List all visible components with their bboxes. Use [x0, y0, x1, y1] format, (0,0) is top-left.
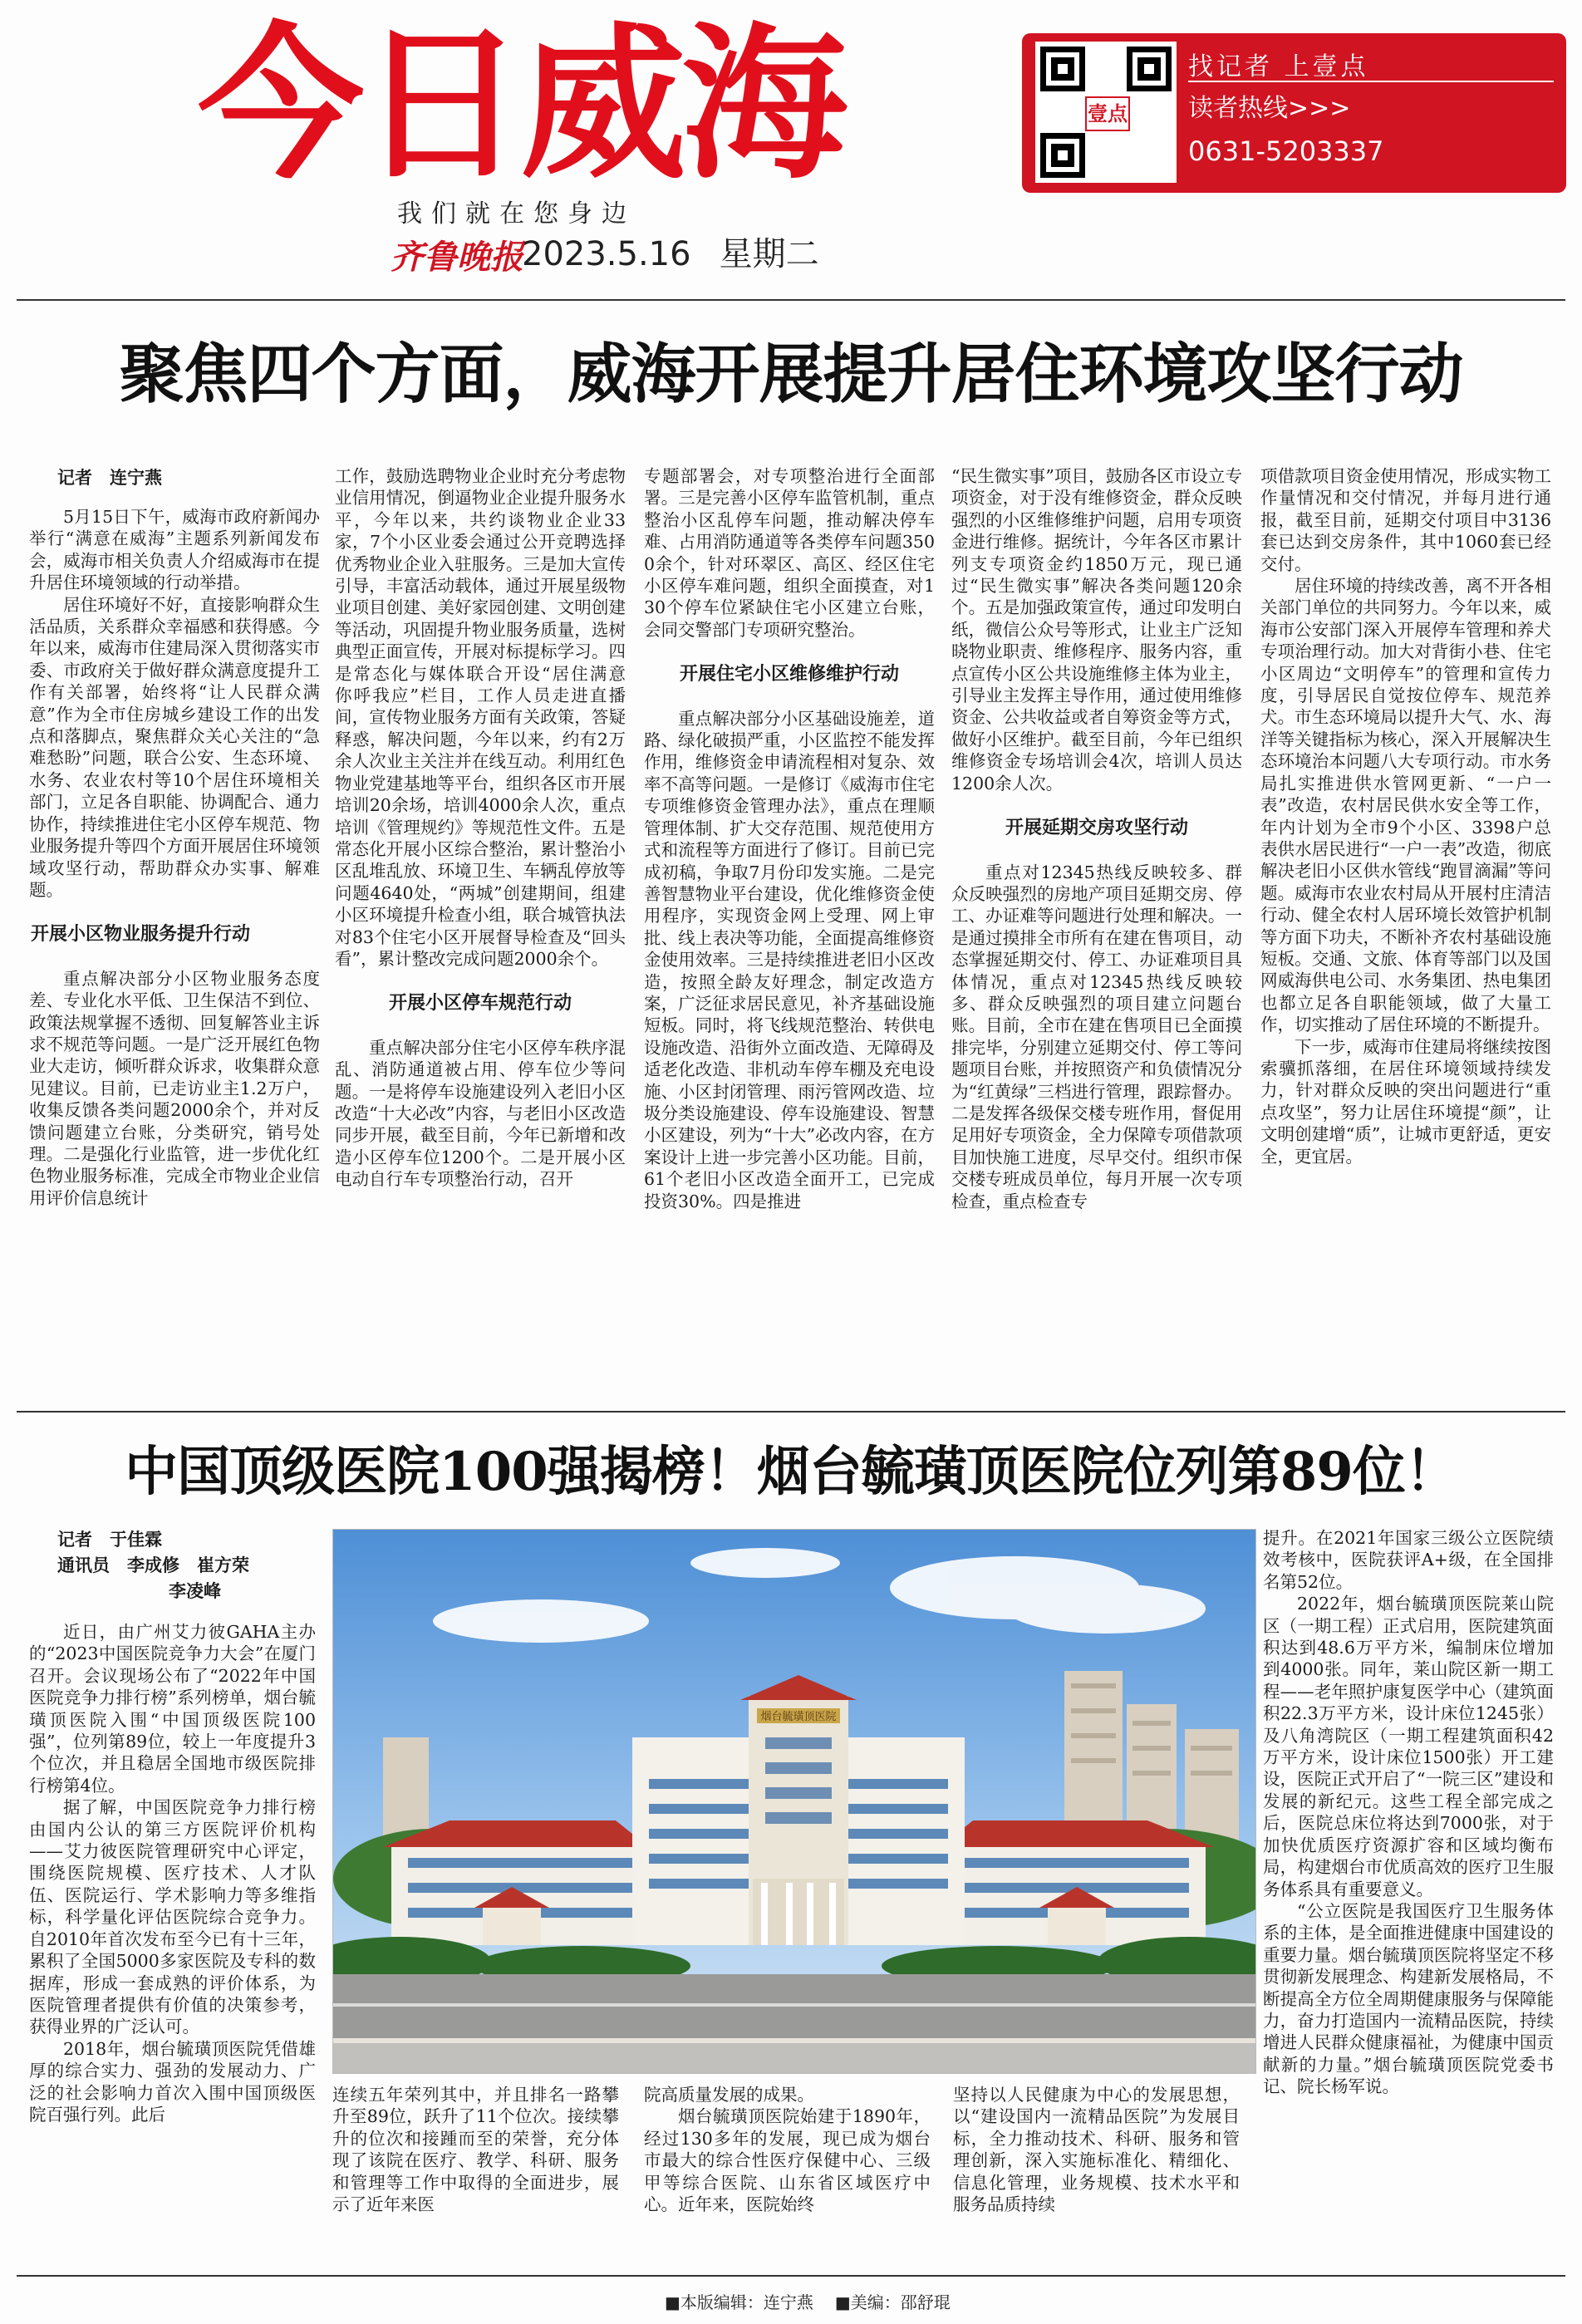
paragraph: 提升。在2021年国家三级公立医院绩效考核中，医院获评A+级，在全国排名第52位。: [1263, 1528, 1554, 1592]
paragraph: 重点解决部分小区物业服务态度差、专业化水平低、卫生保洁不到位、政策法规掌握不透彻、回复解答业主诉求不规范等问题。一是广泛开展红色物业大走访，倾听群众诉求，收集群众意见建议。目前，已走访业主1.2万户，收集反馈各类问题2000余个，并对反馈问题建立台账，分类研究，销号处理。二是强化行业监管，进一步优化红色物业服务标准，完成全市物业企业信用评价信息统计: [29, 968, 320, 1208]
hospital-illustration: [333, 1530, 1255, 2073]
article2-byline-correspondents: 通讯员 李成修 崔方荣: [57, 1555, 249, 1575]
article1-subhead-4: 开展延期交房攻坚行动: [1005, 818, 1188, 839]
page-footer: [665, 2289, 972, 2313]
article2-column-3: [644, 2084, 931, 2215]
article1-column-5: [1260, 465, 1551, 1167]
qr-badge: 壹点: [1085, 96, 1130, 131]
paragraph: “民生微实事”项目，鼓励各区市设立专项资金，对于没有维修资金，群众反映强烈的小区维修维护问题，启用专项资金进行维修。据统计，今年各区市累计列支专项资金约1850万元，现已通过“民生微实事”解决各类问题120余个。五是加强政策宣传，通过印发明白纸，微信公众号等形式，让业主广泛知晓物业职责、维修程序、服务内容，重点宣传小区公共设施维修主体为业主，引导业主发挥主导作用，通过使用维修资金、公共收益或者自筹资金等方式，做好小区维护。截至目前，今年已组织维修资金专场培训会4次，培训人员达1200余人次。: [951, 466, 1242, 794]
article2-column-4: [953, 2084, 1240, 2215]
paragraph: 工作，鼓励选聘物业企业时充分考虑物业信用情况，倒逼物业企业提升服务水平，今年以来，共约谈物业企业33家，7个小区业委会通过公开竞聘选择优秀物业企业入驻服务。三是加大宣传引导，丰富活动载体，通过开展星级物业项目创建、美好家园创建、文明创建等活动，巩固提升物业服务质量，选树典型正面宣传，开展对标提标学习。四是常态化与媒体联合开设“居住满意 你呼我应”栏目，工作人员走进直播间，宣传物业服务方面有关政策，答疑释惑，解决问题，今年以来，约有2万余人次业主关注并在线互动。利用红色物业党建基地等平台，组织各区市开展培训20余场，培训4000余人次，重点培训《管理规约》等规范性文件。五是常态化开展小区综合整治，累计整治小区乱堆乱放、环境卫生、车辆乱停放等问题4640处，“两城”创建期间，组建小区环境提升检查小组，联合城管执法对83个住宅小区开展督导检查及“回头看”，累计整改完成问题2000余个。: [335, 466, 643, 969]
paragraph: 5月15日下午，威海市政府新闻办举行“满意在威海”主题系列新闻发布会，威海市相关负责人介绍威海市在提升居住环境领域的行动举措。: [29, 507, 320, 593]
hotline-phone: 0631-5203337: [1188, 135, 1384, 167]
hospital-photo: [332, 1529, 1256, 2074]
page-designer: ■美编：邵舒琨: [834, 2292, 951, 2312]
paragraph: 院高质量发展的成果。: [644, 2085, 814, 2105]
issue-weekday: 星期二: [719, 235, 819, 273]
article-divider: [17, 1411, 1565, 1413]
paragraph: 下一步，威海市住建局将继续按图索骥抓落细，在居住环境领域持续发力，针对群众反映的突出问题进行“重点攻坚”，努力让居住环境提“颜”，让文明创建增“质”，让城市更舒适，更安全，更宜居。: [1260, 1036, 1551, 1167]
contact-divider: [1188, 81, 1554, 82]
paragraph: 居住环境好不好，直接影响群众生活品质，关系群众幸福感和获得感。今年以来，威海市住建局深入贯彻落实市委、市政府关于做好群众满意度提升工作有关部署，始终将“让人民群众满意”作为全市住房城乡建设工作的出发点和落脚点，聚焦群众关心关注的“急难愁盼”问题，联合公安、生态环境、水务、农业农村等10个居住环境相关部门，立足各自职能、协调配合、通力协作，持续推进住宅小区停车规范、物业服务提升等四个方面开展居住环境领域攻坚行动，帮助群众办实事、解难题。: [29, 594, 320, 900]
article1-column-3: [644, 465, 935, 1212]
qr-code-icon[interactable]: [1035, 42, 1177, 183]
paragraph: 2018年，烟台毓璜顶医院凭借雄厚的综合实力、强劲的发展动力、广泛的社会影响力首次入围中国顶级医院百强行列。此后: [29, 2038, 316, 2125]
paragraph: 重点解决部分住宅小区停车秩序混乱、消防通道被占用、停车位少等问题。一是将停车设施建设列入老旧小区改造“十大必改”内容，与老旧小区改造同步开展，截至目前，今年已新增和改造小区停车位1200个。二是开展小区电动自行车专项整治行动，召开: [335, 1037, 626, 1190]
footer-divider: [17, 2275, 1565, 2277]
paragraph: 烟台毓璜顶医院始建于1890年，经过130多年的发展，现已成为烟台市最大的综合性医疗保健中心、三级甲等综合医院、山东省区域医疗中心。近年来，医院始终: [644, 2106, 931, 2215]
article1-subhead-2: 开展小区停车规范行动: [388, 993, 572, 1015]
paragraph: 连续五年荣列其中，并且排名一路攀升至89位，跃升了11个位次。接续攀升的位次和接踵而至的荣誉，充分体现了该院在医疗、教学、科研、服务和管理等工作中取得的全面进步，展示了近年来医: [332, 2085, 619, 2215]
paragraph: 居住环境的持续改善，离不开各相关部门单位的共同努力。今年以来，威海市公安部门深入开展停车管理和养犬专项治理行动。加大对背街小巷、住宅小区周边“文明停车”的管理和宣传力度，引导居民自觉按位停车、规范养犬。市生态环境局以提升大气、水、海洋等关键指标为核心，深入开展解决生态环境治本问题八大专项行动。市水务局扎实推进供水管网更新、“一户一表”改造，农村居民供水安全等工作，年内计划为全市9个小区、3398户总表供水居民进行“一户一表”改造，彻底解决老旧小区供水管线“跑冒滴漏”等问题。威海市农业农村局从开展村庄清洁行动、健全农村人居环境长效管护机制等方面下功夫，不断补齐农村基础设施短板。交通、文旅、体育等部门以及国网威海供电公司、水务集团、热电集团也都立足各自职能领域，做了大量工作，切实推动了居住环境的不断提升。: [1260, 576, 1551, 1035]
contact-slogan: 找记者 上壹点: [1188, 52, 1369, 81]
article2-byline-reporter: 记者 于佳霖: [57, 1530, 162, 1550]
paragraph: 近日，由广州艾力彼GAHA主办的“2023中国医院竞争力大会”在厦门召开。会议现场公布了“2022年中国医院竞争力排行榜”系列榜单，烟台毓璜顶医院入围“中国顶级医院100强”，位列第89位，较上一年度提升3个位次，并且稳居全国地市级医院排行榜第4位。: [29, 1622, 316, 1796]
paper-name: 齐鲁晚报: [391, 238, 523, 277]
paragraph: 据了解，中国医院竞争力排行榜由国内公认的第三方医院评价机构——艾力彼医院管理研究中心评定，围绕医院规模、医疗技术、人才队伍、医院运行、学术影响力等多维指标，科学量化评估医院综合竞争力。自2010年首次发布至今已有十三年，累积了全国5000多家医院及专科的数据库，形成一套成熟的评价体系，为医院管理者提供有价值的决策参考，获得业界的广泛认可。: [29, 1797, 316, 2037]
paragraph: “公立医院是我国医疗卫生服务体系的主体，是全面推进健康中国建设的重要力量。烟台毓璜顶医院将坚定不移贯彻新发展理念、构建新发展格局，不断提高全方位全周期健康服务与保障能力，奋力打造国内一流精品医院，持续增进人民群众健康福祉，为健康中国贡献新的力量。”烟台毓璜顶医院党委书记、院长杨军说。: [1263, 1900, 1554, 2097]
article1-subhead-3: 开展住宅小区维修维护行动: [679, 664, 899, 685]
article2-column-1: [29, 1527, 316, 2125]
issue-date: 2023.5.16: [522, 235, 691, 273]
article1-subhead-1: 开展小区物业服务提升行动: [31, 924, 251, 946]
paragraph: 重点对12345热线反映较多、群众反映强烈的房地产项目延期交房、停工、办证难等问题进行处理和解决。一是通过摸排全市所有在建在售项目，动态掌握延期交付、停工、办证难项目具体情况，重点对12345热线反映较多、群众反映强烈的项目建立问题台账。目前，全市在建在售项目已全面摸排完毕，分别建立延期交付、停工等问题项目台账，并按照资产和负债情况分为“红黄绿”三档进行管理，跟踪督办。二是发挥各级保交楼专班作用，督促用足用好专项资金，全力保障专项借款项目加快施工进度，尽早交付。组织市保交楼专班成员单位，每月开展一次专项检查，重点检查专: [951, 862, 1242, 1211]
hospital-sign: 烟台毓璜顶医院: [760, 1711, 837, 1723]
article1-column-1: [29, 465, 320, 1209]
hotline-label: 读者热线>>>: [1188, 94, 1351, 123]
article2-byline-correspondent3: 李凌峰: [169, 1581, 221, 1601]
article1-byline: 记者 连宁燕: [57, 468, 162, 488]
article1-headline: 聚焦四个方面，威海开展提升居住环境攻坚行动: [119, 337, 1463, 412]
article2-column-2: [332, 2084, 619, 2215]
article2-headline: 中国顶级医院100强揭榜！烟台毓璜顶医院位列第89位！: [125, 1441, 1457, 1503]
article1-column-2: [335, 465, 643, 1191]
paragraph: 专题部署会，对专项整治进行全面部署。三是完善小区停车监管机制，重点整治小区乱停车问题，推动解决停车难、占用消防通道等各类停车问题3500余个，针对环翠区、高区、经区住宅小区停车难问题，组织全面摸查，对130个停车位紧缺住宅小区建立台账，会同交警部门专项研究整治。: [644, 466, 935, 640]
date-line: [522, 228, 848, 275]
paragraph: 重点解决部分小区基础设施差，道路、绿化破损严重，小区监控不能发挥作用，维修资金申请流程相对复杂、效率不高等问题。一是修订《威海市住宅专项维修资金管理办法》，重点在理顺管理体制、扩大交存范围、规范使用方式和流程等方面进行了修订。目前已完成初稿，争取7月份印发实施。二是完善智慧物业平台建设，优化维修资金使用程序，实现资金网上受理、网上审批、线上表决等功能，全面提高维修资金使用效率。三是持续推进老旧小区改造，按照全龄友好理念，制定改造方案，广泛征求居民意见，补齐基础设施短板。同时，将飞线规范整治、转供电设施改造、沿街外立面改造、无障碍及适老化改造、非机动车停车棚及充电设施、小区封闭管理、雨污管网改造、垃圾分类设施建设、停车设施建设、智慧小区建设，列为“十大”必改内容，在方案设计上进一步完善小区功能。目前，61个老旧小区改造全面开工，已完成投资30%。四是推进: [644, 708, 935, 1211]
page-editor: ■本版编辑：连宁燕: [665, 2292, 813, 2312]
article2-column-5: [1263, 1527, 1554, 2098]
paragraph: 项借款项目资金使用情况，形成实物工作量情况和交付情况，并每月进行通报，截至目前，延期交付项目中3136套已达到交房条件，其中1060套已经交付。: [1260, 466, 1551, 574]
paragraph: 2022年，烟台毓璜顶医院莱山院区（一期工程）正式启用，医院建筑面积达到48.6万平方米，编制床位增加到4000张。同年，莱山院区新一期工程——老年照护康复医学中心（建筑面积22.3万平方米，设计床位1245张）及八角湾院区（一期工程建筑面积42万平方米，设计床位1500张）开工建设，医院正式开启了“一院三区”建设和发展的新纪元。这些工程全部完成之后，医院总床位将达到7000张，对于加快优质医疗资源扩容和区域均衡布局，构建烟台市优质高效的医疗卫生服务体系具有重要意义。: [1263, 1594, 1554, 1899]
masthead-slogan: 我们就在您身边: [397, 199, 636, 228]
masthead-title: 今日威海: [198, 8, 843, 202]
masthead-divider: [17, 299, 1565, 301]
article1-column-4: [951, 465, 1242, 1212]
paragraph: 坚持以人民健康为中心的发展思想，以“建设国内一流精品医院”为发展目标，全力推动技术、科研、服务和管理创新，深入实施标准化、精细化、信息化管理，业务规模、技术水平和服务品质持续: [953, 2085, 1240, 2215]
